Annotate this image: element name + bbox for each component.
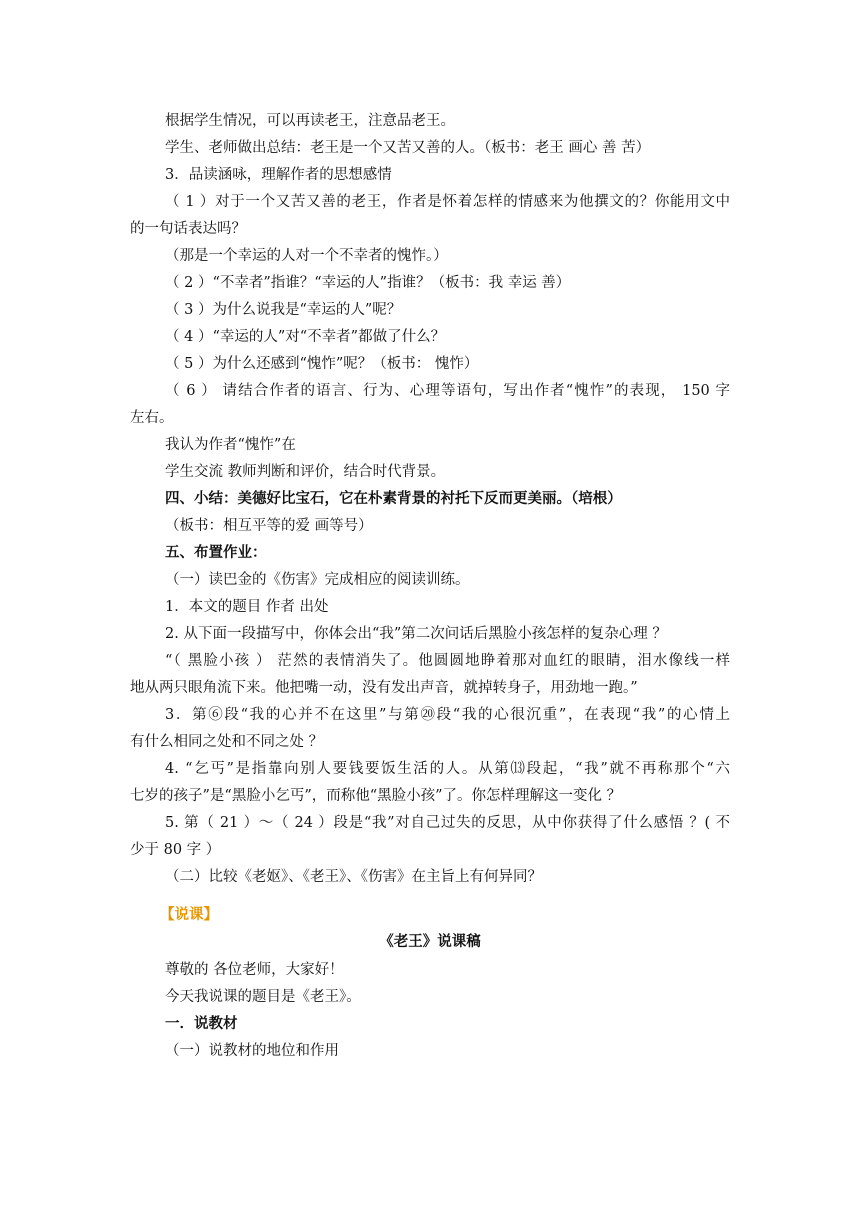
quote-line: 地从两只眼角流下来。他把嘴一动，没有发出声音，就掉转身子，用劲地一跑。” [130,680,638,696]
question-line: 2. 从下面一段描写中，你体会出“我”第二次问话后黑脸小孩怎样的复杂心理 ？ [165,626,667,642]
paragraph-line: （板书：相互平等的爱 画等号） [165,518,373,534]
paragraph-line: 今天我说课的题目是《老王》。 [165,989,361,1005]
question-line: 有什么相同之处和不同之处 ？ [130,734,324,750]
section-tag: 【说课】 [160,907,218,923]
section-heading: 3．品读涵咏，理解作者的思想感情 [165,167,392,183]
question-line: 3．第⑥段“我的心并不在这里”与第⑳段“我的心很沉重”，在表现“我”的心情上 [165,707,730,723]
question-line: 的一句话表达吗？ [130,221,246,237]
quote-line: “（ 黑脸小孩 ） 茫然的表情消失了。他圆圆地睁着那对血红的眼睛，泪水像线一样 [165,653,730,669]
question-line: （ 4 ）“幸运的人”对“不幸者”都做了什么？ [165,329,446,345]
question-line: （ 3 ）为什么说我是“幸运的人”呢？ [165,302,402,318]
question-line: （ 5 ）为什么还感到“愧怍”呢？（板书： 愧怍） [165,356,479,372]
section-heading: 四、小结：美德好比宝石，它在朴素背景的衬托下反而更美丽。（培根） [165,491,622,507]
question-line: 4. “乞丐”是指靠向别人要钱要饭生活的人。从第⒀段起，“我”就不再称那个“六 [165,761,730,777]
section-heading: 一．说教材 [165,1016,238,1032]
answer-line: （那是一个幸运的人对一个不幸者的愧怍。） [165,248,448,264]
question-line: 左右。 [130,410,174,426]
question-line: 5. 第（ 21 ）～（ 24 ）段是“我”对自己过失的反思，从中你获得了什么感悟 ？( 不 [165,815,730,831]
paragraph-line: （一）说教材的地位和作用 [165,1043,339,1059]
question-line: （ 2 ）“不幸者”指谁？“幸运的人”指谁？（板书：我 幸运 善） [165,275,571,291]
paragraph-line: 根据学生情况，可以再读老王，注意品老王。 [165,113,455,129]
paragraph-line: （一）读巴金的《伤害》完成相应的阅读训练。 [165,572,470,588]
paragraph-line: 学生交流 教师判断和评价，结合时代背景。 [165,464,446,480]
section-heading: 五、布置作业： [165,545,267,561]
question-line: （ 6 ） 请结合作者的语言、行为、心理等语句，写出作者“愧怍”的表现， 150 字 [165,383,730,399]
paragraph-line: 我认为作者“愧怍”在 [165,437,296,453]
question-line: （ 1 ）对于一个又苦又善的老王，作者是怀着怎样的情感来为他撰文的？你能用文中 [165,194,730,210]
paragraph-line: 1．本文的题目 作者 出处 [165,599,329,615]
document-title: 《老王》说课稿 [379,934,481,950]
question-line: 少于 80 字 ） [130,842,221,858]
paragraph-line: 学生、老师做出总结：老王是一个又苦又善的人。（板书：老王 画心 善 苦） [165,140,651,156]
paragraph-line: （二）比较《老妪》、《老王》、《伤害》在主旨上有何异同？ [165,869,542,885]
paragraph-line: 尊敬的 各位老师，大家好！ [165,962,344,978]
question-line: 七岁的孩子”是“黑脸小乞丐”，而称他“黑脸小孩”了。你怎样理解这一变化 ？ [130,788,622,804]
